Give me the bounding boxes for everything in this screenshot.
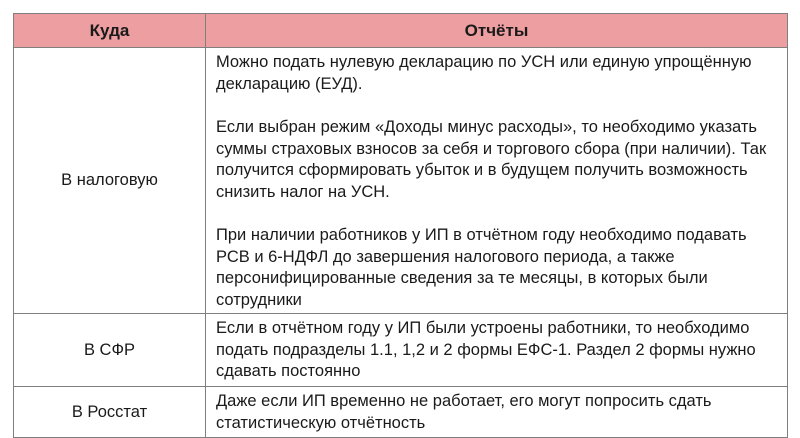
reports-cell-tax	[206, 48, 788, 314]
header-reports: Отчёты	[206, 14, 788, 48]
reports-paragraph: При наличии работников у ИП в отчётном году необходимо подавать РСВ и 6-НДФЛ до завершения налогового периода, а также персонифицированные сведения за те месяцы, в которых были сотрудники	[216, 226, 747, 309]
reports-table	[13, 13, 788, 438]
header-row	[14, 14, 788, 48]
header-where: Куда	[14, 14, 206, 48]
reports-paragraph: Если выбран режим «Доходы минус расходы», то необходимо указать суммы страховых взносов за себя и торгового сбора (при наличии). Так получится сформировать убыток и в будущем получить возможность снизить налог на УСН.	[216, 118, 767, 201]
table-row-tax	[14, 48, 788, 314]
reports-paragraph: Если в отчётном году у ИП были устроены работники, то необходимо подать подразделы 1.1, 1,2 и 2 формы ЕФС-1. Раздел 2 формы нужно сдавать постоянно	[216, 319, 756, 380]
reports-cell-sfr	[206, 314, 788, 387]
reports-cell-rosstat	[206, 387, 788, 438]
reports-paragraph: Можно подать нулевую декларацию по УСН или единую упрощённую декларацию (ЕУД).	[216, 53, 752, 93]
where-cell-tax: В налоговую	[14, 48, 206, 314]
reports-paragraph: Даже если ИП временно не работает, его могут попросить сдать статистическую отчётность	[216, 392, 712, 432]
where-cell-rosstat: В Росстат	[14, 387, 206, 438]
where-cell-sfr: В СФР	[14, 314, 206, 387]
table-row-sfr	[14, 314, 788, 387]
table-row-rosstat	[14, 387, 788, 438]
